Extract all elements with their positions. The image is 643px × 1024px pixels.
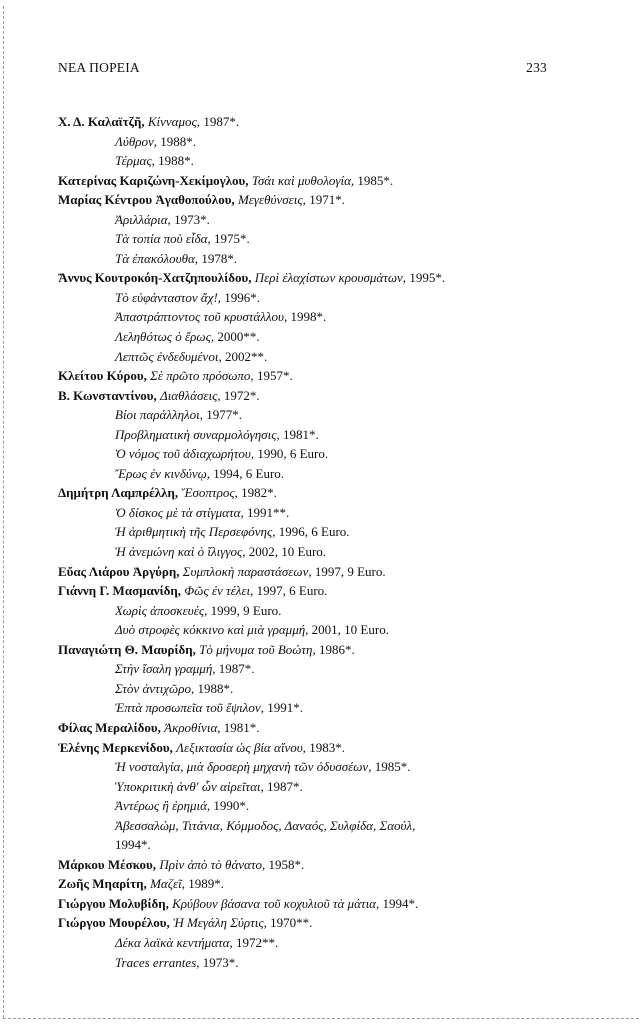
title-entry (58, 679, 558, 699)
work-title: Τὰ ἐπακόλουθα, (115, 250, 199, 266)
publication-info: 2002**. (224, 348, 268, 364)
title-entry (58, 816, 558, 836)
title-entry (58, 288, 558, 308)
work-title: Κίνναμος, (147, 114, 201, 129)
title-entry (58, 933, 558, 953)
publication-info: 1996*. (224, 289, 261, 305)
book-list (58, 112, 558, 972)
publication-info: 1994*. (382, 895, 419, 911)
work-title: Βίοι παράλληλοι, (115, 407, 204, 423)
work-title: Φῶς ἐν τέλει, (184, 583, 254, 599)
title-entry (58, 542, 558, 562)
title-entry (58, 132, 558, 152)
work-title: Στὴν ἴσαλη γραμμή, (115, 661, 216, 677)
publication-info: 1990, 6 Euro. (257, 446, 329, 462)
publication-info: 1985*. (357, 172, 394, 188)
work-title: Λεληθότως ὁ ἔρως, (115, 329, 215, 345)
author-entry (58, 483, 558, 503)
work-title: Μαζεῖ, (150, 876, 185, 892)
author-entry (58, 190, 558, 210)
author-entry (58, 366, 558, 386)
author-name: Ἑλένης Μερκενίδου, (58, 739, 173, 755)
title-entry (58, 229, 558, 249)
work-title: Ἔρως ἐν κινδύνῳ, (115, 465, 211, 481)
work-title: Τὸ μήνυμα τοῦ Βοώτη, (199, 641, 316, 657)
publication-info: 1995*. (409, 270, 446, 286)
work-title: Περὶ ἐλαχίστων κρουσμάτων, (254, 270, 407, 286)
work-title: Ἑπτὰ προσωπεῖα τοῦ ἔψιλον, (115, 700, 264, 716)
work-title: Μεγεθύνσεις, (237, 192, 306, 208)
publication-info: 1957*. (256, 368, 293, 384)
author-entry (58, 913, 558, 933)
publication-info: 1975*. (214, 231, 250, 247)
title-entry (58, 327, 558, 347)
author-entry (58, 640, 558, 660)
publication-info: 1970**. (270, 915, 313, 931)
work-title: Πρὶν ἀπὸ τὸ θάνατο, (159, 856, 266, 872)
work-title: Χωρὶς ἀποσκευές, (115, 602, 208, 618)
title-entry (58, 425, 558, 445)
work-title: Λεπτῶς ἐνδεδυμένοι, (115, 348, 222, 364)
publication-info: 1988*. (160, 133, 196, 149)
title-entry (58, 464, 558, 484)
title-entry (58, 698, 558, 718)
work-title: Traces errantes, (115, 954, 200, 970)
author-name: Β. Κωνσταντίνου, (58, 387, 157, 403)
publication-info: 1989*. (188, 876, 224, 892)
publication-info: 1988*. (197, 680, 234, 696)
author-entry (58, 268, 558, 288)
author-entry (58, 874, 558, 894)
title-entry (58, 659, 558, 679)
publication-info: 1972*. (223, 387, 260, 403)
work-title: Λεξικτασία ὡς βία αἴνου, (176, 739, 306, 755)
author-entry (58, 386, 558, 406)
work-title: Ἡ ἀριθμητικὴ τῆς Περσεφόνης, (115, 524, 276, 540)
author-name: Κατερίνας Καριζώνη-Χεκίμογλου, (58, 172, 249, 188)
title-entry (58, 503, 558, 523)
author-entry (58, 738, 558, 758)
work-title: Δέκα λαϊκὰ κεντήματα, (115, 934, 233, 950)
author-name: Παναγιώτη Θ. Μαυρίδη, (58, 641, 196, 657)
work-title: Ἀπαστράπτοντος τοῦ κρυστάλλου, (115, 309, 288, 325)
publication-info: 1973*. (202, 954, 239, 970)
publication-info: 1971*. (309, 192, 345, 208)
author-name: Κλείτου Κύρου, (58, 368, 147, 384)
work-title: Κρύβουν βάσανα τοῦ κοχυλιοῦ τὰ μάτια, (172, 895, 380, 911)
publication-info: 1997, 9 Euro. (314, 563, 386, 579)
publication-info: 2000**. (217, 329, 260, 345)
author-name: Εὔας Λιάρου Ἀργύρη, (58, 563, 180, 579)
author-name: Μαρίας Κέντρου Ἀγαθοπούλου, (58, 192, 235, 208)
title-entry (58, 953, 558, 973)
publication-info: 1986*. (318, 641, 355, 657)
title-entry (58, 151, 558, 171)
publication-info: 1987*. (218, 661, 255, 677)
title-entry (58, 347, 558, 367)
publication-info: 1985*. (374, 759, 411, 775)
publication-info: 2002, 10 Euro. (248, 544, 327, 560)
work-title: Ἡ Μεγάλη Σύρτις, (173, 915, 267, 931)
title-entry (58, 620, 558, 640)
work-title: Διαθλάσεις, (160, 387, 221, 403)
author-entry (58, 581, 558, 601)
publication-info: 1981*. (223, 719, 260, 735)
author-entry (58, 112, 558, 132)
work-title: Ἡ νοσταλγία, μιὰ δροσερὴ μηχανὴ τῶν ὀδυσσέων, (115, 759, 372, 775)
publication-info: 1987*. (267, 778, 303, 794)
publication-info: 1982*. (241, 485, 277, 501)
author-name: Ἄννυς Κουτροκόη-Χατζηπουλίδου, (58, 270, 252, 286)
work-title: Λύθρον, (115, 133, 157, 149)
title-entry (58, 405, 558, 425)
publication-info: 1972**. (236, 934, 279, 950)
publication-info: 1998*. (290, 309, 327, 325)
publication-info: 1991**. (247, 504, 290, 520)
publication-info: 1994, 6 Euro. (213, 465, 285, 481)
work-title: Ὁ νόμος τοῦ ἀδιαχωρήτου, (115, 446, 255, 462)
work-title: Στὸν ἀντιχῶρο, (115, 680, 195, 696)
publication-info: 1990*. (213, 798, 250, 814)
author-name: Ζωῆς Μηαρίτη, (58, 876, 147, 892)
publication-info: 1997, 6 Euro. (256, 583, 328, 599)
publication-info: 1994*. (115, 837, 151, 853)
publication-info: 1996, 6 Euro. (278, 524, 350, 540)
author-name: Μάρκου Μέσκου, (58, 856, 157, 872)
author-name: Δημήτρη Λαμπρέλλη, (58, 485, 179, 501)
work-title: Τέρμας, (115, 153, 155, 169)
title-entry (58, 307, 558, 327)
work-title: Σὲ πρῶτο πρόσωπο, (150, 368, 254, 384)
title-entry (58, 601, 558, 621)
page-bottom-edge (3, 1018, 639, 1020)
publication-info: 1981*. (282, 426, 319, 442)
publication-info: 1978*. (201, 250, 238, 266)
publication-info: 1991*. (267, 700, 303, 716)
title-entry (58, 796, 558, 816)
page-number: 233 (526, 60, 547, 75)
work-title: Τσάι καὶ μυθολογία, (251, 172, 355, 188)
publication-info: 1958*. (268, 856, 305, 872)
work-title: Ἡ ἀνεμώνη καὶ ὁ ἴλιγγος, (115, 544, 246, 560)
title-entry (58, 777, 558, 797)
title-entry (58, 835, 558, 855)
author-name: Φίλας Μεραλίδου, (58, 719, 161, 735)
title-entry (58, 444, 558, 464)
publication-info: 1977*. (206, 407, 243, 423)
publication-info: 1973*. (174, 211, 210, 227)
author-name: Γιώργου Μουρέλου, (58, 915, 170, 931)
work-title: Ἀντέρως ἢ ἐρημιά, (115, 798, 211, 814)
publication-info: 1983*. (309, 739, 345, 755)
work-title: Τὰ τοπία ποὺ εἶδα, (115, 231, 211, 247)
title-entry (58, 249, 558, 269)
author-entry (58, 562, 558, 582)
work-title: Προβληματικὴ συναρμολόγησις, (115, 426, 280, 442)
work-title: Συμπλοκὴ παραστάσεων, (182, 563, 312, 579)
author-entry (58, 855, 558, 875)
work-title: Ἔσοπτρος, (181, 485, 238, 501)
author-name: Χ. Δ. Καλαϊτζῆ, (58, 114, 145, 129)
title-entry (58, 210, 558, 230)
work-title: Ἀβεσσαλώμ, Τιτάνια, Κόμμοδος, Δαναός, Συλφίδα, Σαούλ, (115, 817, 416, 833)
work-title: Δυὸ στροφὲς κόκκινο καὶ μιὰ γραμμή, (115, 622, 309, 638)
publication-info: 2001, 10 Euro. (311, 622, 389, 638)
author-entry (58, 718, 558, 738)
publication-info: 1988*. (158, 153, 194, 169)
title-entry (58, 522, 558, 542)
author-name: Γιάννη Γ. Μασμανίδη, (58, 583, 181, 599)
work-title: Ἀκροθίνια, (164, 719, 221, 735)
publication-info: 1999, 9 Euro. (210, 602, 282, 618)
author-entry (58, 171, 558, 191)
author-entry (58, 894, 558, 914)
work-title: Ὁ δίσκος μὲ τὰ στίγματα, (115, 504, 244, 520)
running-title: ΝΕΑ ΠΟΡΕΙΑ (58, 60, 140, 75)
author-name: Γιώργου Μολυβίδη, (58, 895, 169, 911)
work-title: Ὑποκριτικὴ ἀνθ' ὧν αἱρεῖται, (115, 778, 264, 794)
publication-info: 1987*. (203, 114, 240, 129)
work-title: Ἀριλλάρια, (115, 211, 171, 227)
work-title: Τὸ εὐφάνταστον ἄχ!, (115, 289, 222, 305)
page-left-edge (3, 6, 5, 1018)
title-entry (58, 757, 558, 777)
